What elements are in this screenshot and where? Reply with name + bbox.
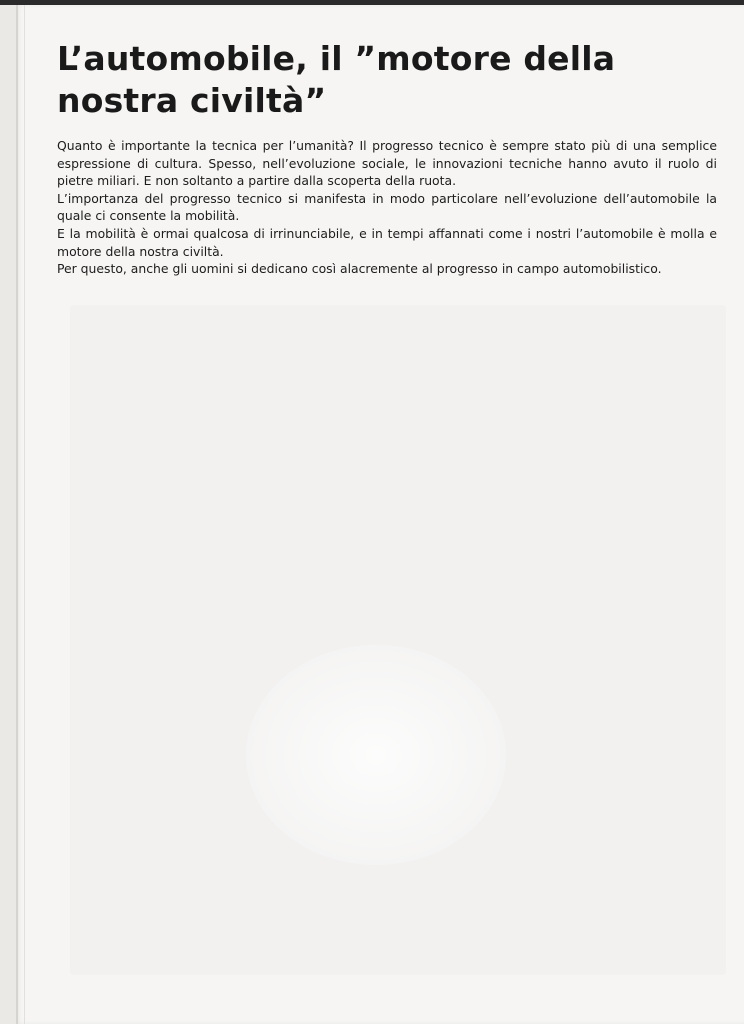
- binding-fold-shadow: [24, 5, 25, 1024]
- paragraph: Per questo, anche gli uomini si dedicano così alacremente al progresso in campo automobilistico.: [57, 261, 662, 277]
- paragraph: Quanto è importante la tecnica per l’umanità? Il progresso tecnico è sempre stato più di una semplice espressione di cultura. Spesso, nell’evoluzione sociale, le innovazioni tecniche hanno avuto il ruolo di pietre miliari. E non soltanto a partire dalla scoperta della ruota.: [57, 138, 717, 189]
- show-through-area: [70, 305, 726, 975]
- article-body: [57, 137, 717, 278]
- paragraph: E la mobilità è ormai qualcosa di irrinunciabile, e in tempi affannati come i nostri l’automobile è molla e motore della nostra civiltà.: [57, 225, 717, 259]
- article-title: L’automobile, il ”motore della nostra civiltà”: [57, 39, 616, 120]
- binding-fold: [16, 5, 18, 1024]
- article: [57, 38, 717, 278]
- show-through-glow: [246, 645, 506, 865]
- paragraph: L’importanza del progresso tecnico si manifesta in modo particolare nell’evoluzione dell’automobile la quale ci consente la mobilità.: [57, 190, 717, 224]
